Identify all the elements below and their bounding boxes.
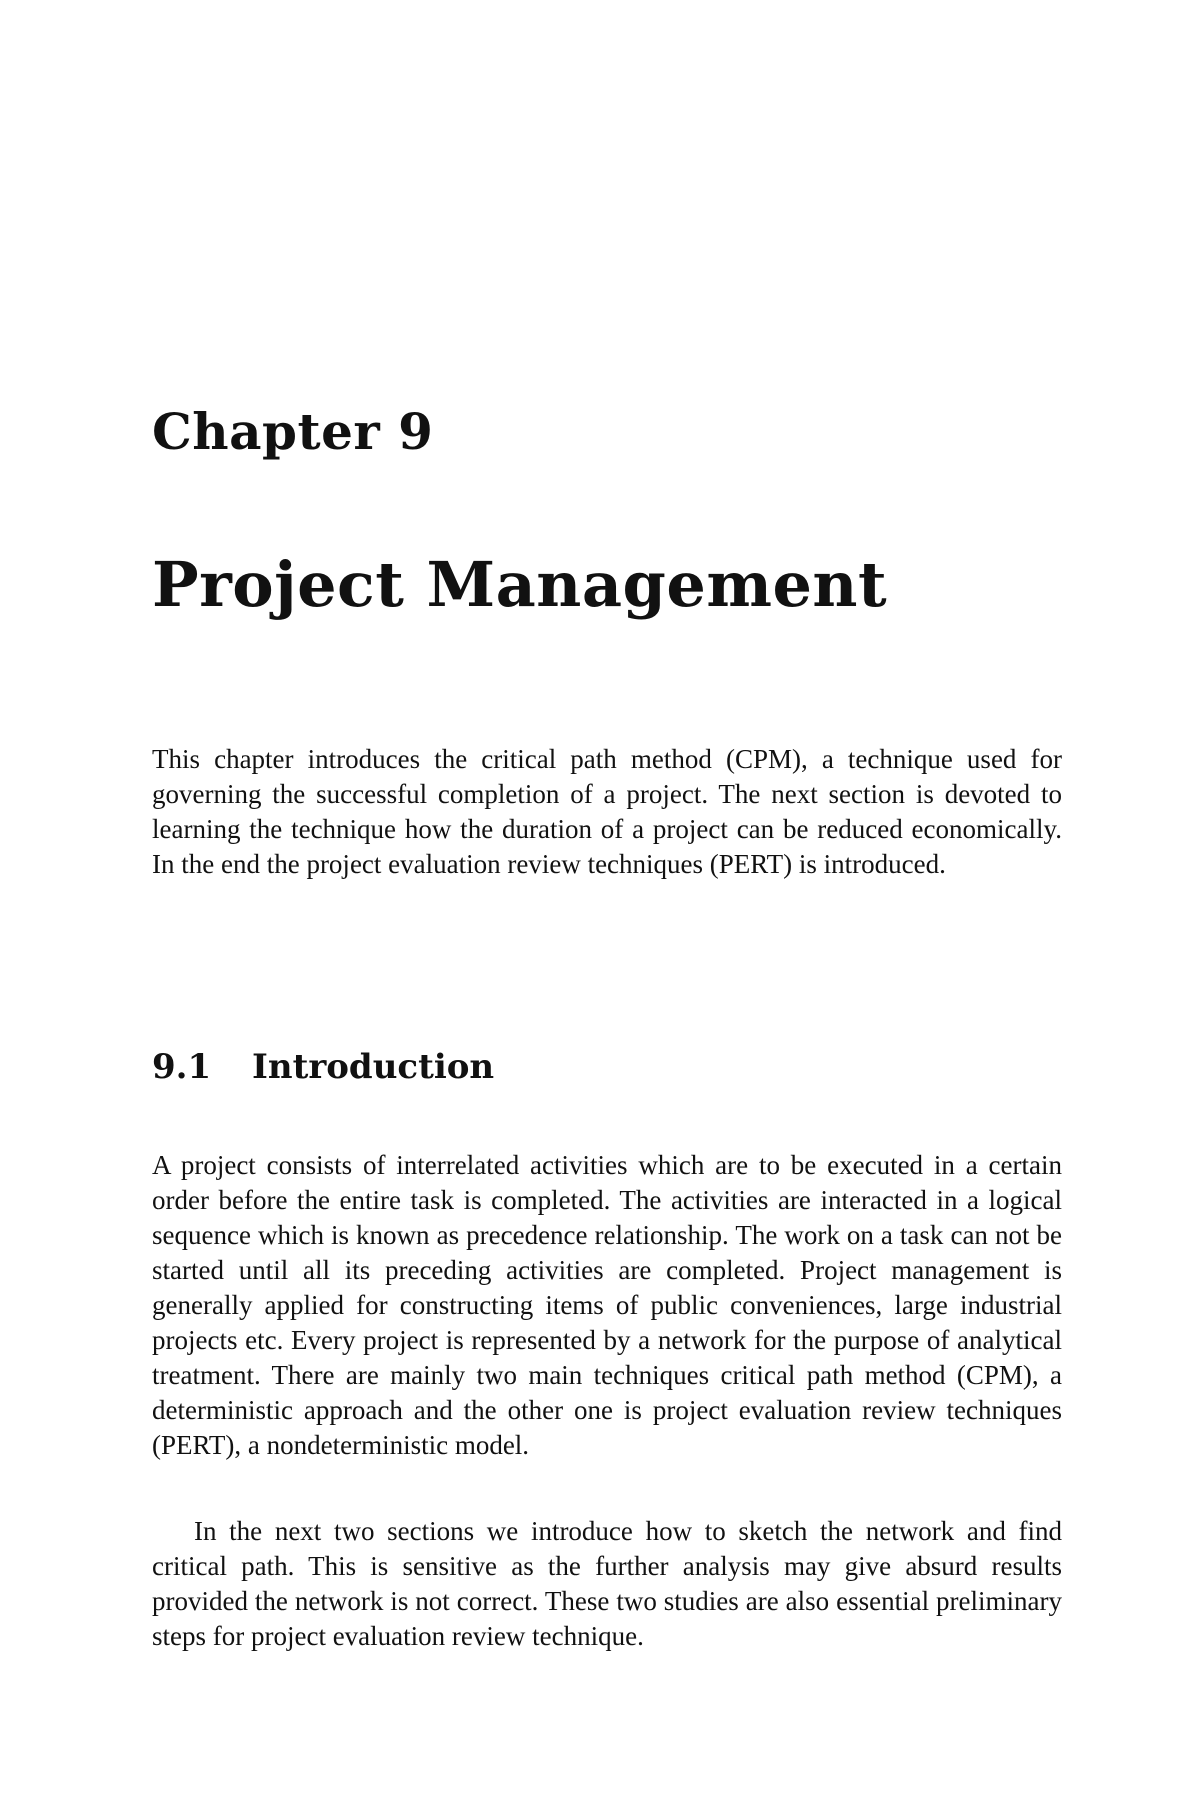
section-heading	[152, 1045, 494, 1089]
section-paragraph-2: In the next two sections we introduce how to sketch the network and find critical path. This is sensitive as the further analysis may give absurd results provided the network is not correct. These two studies are also essential preliminary steps for project evaluation review technique.	[152, 1516, 1062, 1651]
section-title: Introduction	[252, 1047, 495, 1087]
section-number: 9.1	[152, 1047, 212, 1087]
chapter-title: Project Management	[152, 548, 888, 621]
chapter-abstract: This chapter introduces the critical path method (CPM), a technique used for governing the successful completion of a project. The next section is devoted to learning the technique how the duration of a project can be reduced economically. In the end the project evaluation review techniques (PERT) is introduced.	[152, 744, 1062, 879]
chapter-label: Chapter 9	[152, 402, 434, 461]
section-paragraph-1: A project consists of interrelated activities which are to be executed in a certain order before the entire task is completed. The activities are interacted in a logical sequence which is known as precedence relationship. The work on a task can not be started until all its preceding activities are completed. Project management is generally applied for constructing items of public conveniences, large industrial projects etc. Every project is represented by a network for the purpose of analytical treatment. There are mainly two main techniques critical path method (CPM), a deterministic approach and the other one is project evaluation review techniques (PERT), a nondeterministic model.	[152, 1150, 1062, 1460]
